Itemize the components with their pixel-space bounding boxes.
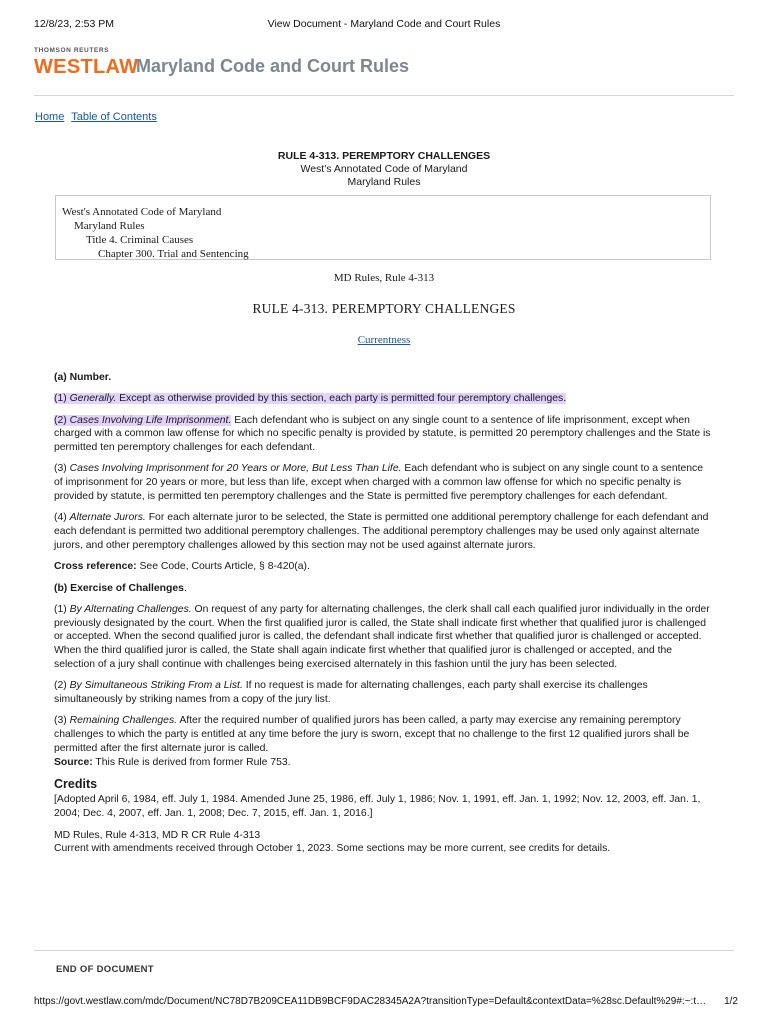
paragraph-b3 xyxy=(54,714,714,755)
rule-body xyxy=(54,371,714,864)
para-number: (2) xyxy=(54,414,70,426)
paragraph-a3 xyxy=(54,462,714,503)
para-title: By Alternating Challenges. xyxy=(69,603,192,615)
breadcrumb-item: Title 4. Criminal Causes xyxy=(86,234,194,246)
westlaw-header xyxy=(34,47,734,96)
table-of-contents-link[interactable]: Table of Contents xyxy=(71,111,157,123)
para-number: (3) xyxy=(54,715,70,727)
top-nav xyxy=(35,111,161,123)
currentness-link[interactable]: Currentness xyxy=(357,334,411,346)
cross-reference-text: See Code, Courts Article, § 8-420(a). xyxy=(136,561,310,573)
rule-title: RULE 4-313. PEREMPTORY CHALLENGES xyxy=(252,301,516,316)
para-title: Generally. xyxy=(69,393,117,405)
print-datetime: 12/8/23, 2:53 PM xyxy=(34,18,114,30)
divider xyxy=(34,950,734,951)
paragraph-a4 xyxy=(54,511,714,552)
para-number: (1) xyxy=(54,603,70,615)
para-text: Except as otherwise provided by this section, each party is permitted four peremptory challenges. xyxy=(116,393,567,405)
highlight xyxy=(54,393,566,404)
para-title: Cases Involving Life Imprisonment. xyxy=(69,414,232,426)
source-label: Source: xyxy=(54,756,93,768)
document-title: RULE 4-313. PEREMPTORY CHALLENGES xyxy=(277,150,491,162)
highlight xyxy=(54,415,231,426)
breadcrumb-item: Maryland Rules xyxy=(74,220,145,232)
para-text: Each defendant who is subject on any single count to a sentence of life imprisonment, except when charged with a common law offense for which no specific penalty is provided by statute, is permitted 20 peremptory challenges and the State is permitted ten peremptory challenges for each defendant. xyxy=(54,414,711,454)
para-number: (1) xyxy=(54,393,70,405)
rule-citation: MD Rules, Rule 4-313 xyxy=(333,272,435,284)
heading-period: . xyxy=(183,582,187,594)
para-text: For each alternate juror to be selected, the State is permitted one additional peremptory challenge for each defendant and each defendant is permitted two additional peremptory challenges. The additional peremptory challenges may be used only against alternate jurors, and other peremptory challenges allowed by this section may not be used against alternate jurors. xyxy=(54,512,709,551)
print-url: https://govt.westlaw.com/mdc/Document/NC78D7B209CEA11DB9BCF9DAC28345A2A?transitionType=Default&contextData=%28sc.Default%29#:~:t… xyxy=(34,996,707,1007)
end-of-document: END OF DOCUMENT xyxy=(56,964,154,975)
section-heading xyxy=(54,371,714,385)
para-title: Remaining Challenges. xyxy=(69,715,178,727)
credits-heading: Credits xyxy=(54,776,98,791)
section-heading xyxy=(54,582,714,596)
source-note xyxy=(54,756,714,770)
cross-reference xyxy=(54,560,714,574)
para-title: Cases Involving Imprisonment for 20 Years or More, But Less Than Life. xyxy=(69,463,402,475)
currency-line: Current with amendments received through October 1, 2023. Some sections may be more current, see credits for details. xyxy=(54,843,611,855)
credits-text: [Adopted April 6, 1984, eff. July 1, 1984. Amended June 25, 1986, eff. July 1, 1986; Nov. 1, 1991, eff. Jan. 1, 1992; Nov. 12, 2003, eff. Jan. 1, 2004; Dec. 4, 2007, eff. Jan. 1, 2008; Dec. 7, 2015, eff. Jan. 1, 2016.] xyxy=(54,794,701,820)
thomson-reuters-logo: THOMSON REUTERS xyxy=(34,47,110,54)
westlaw-logo[interactable]: WESTLAW xyxy=(34,56,139,78)
print-page-title: View Document - Maryland Code and Court Rules xyxy=(267,18,501,30)
currentness xyxy=(0,334,768,346)
para-title: By Simultaneous Striking From a List. xyxy=(69,680,243,692)
section-b-heading: (b) Exercise of Challenges xyxy=(54,582,184,594)
breadcrumb-item: Chapter 300. Trial and Sentencing xyxy=(98,248,249,260)
cross-reference-label: Cross reference: xyxy=(54,561,137,573)
para-text: Each defendant who is subject on any single count to a sentence of imprisonment for 20 years or more, but less than life, except when charged with a common law offense for which no specific penalty is provided by statute, is permitted ten peremptory challenges and the State is permitted five peremptory challenges for each defendant. xyxy=(54,463,704,503)
breadcrumb-item: West's Annotated Code of Maryland xyxy=(62,206,222,218)
para-text: On request of any party for alternating challenges, the clerk shall call each qualified juror individually in the order previously designated by the court. When the first qualified juror is called, the State shall indicate first whether that qualified juror is challenged or accepted. When the second qualified juror is called, the defendant shall indicate first whether that qualified juror is challenged or accepted. When the third qualified juror is called, the State shall again indicate first whether that qualified juror is challenged or accepted, and the selection of a jury shall continue with challenges being exercised alternately in this fashion until the jury has been selected. xyxy=(54,603,710,671)
paragraph-b2 xyxy=(54,679,714,707)
breadcrumb xyxy=(55,195,711,260)
para-text: If no request is made for alternating challenges, each party shall exercise its challenges simultaneously by striking names from a copy of the jury list. xyxy=(54,680,648,706)
source-text: This Rule is derived from former Rule 753. xyxy=(92,756,291,768)
section-a-heading: (a) Number. xyxy=(54,372,112,383)
para-text: After the required number of qualified jurors has been called, a party may exercise any remaining peremptory challenges to which the party is entitled at any time before the jury is sworn, except that no challenge to the first 12 qualified jurors shall be permitted after the first alternate juror is called. xyxy=(54,715,690,755)
document-header xyxy=(0,150,768,189)
product-name: Maryland Code and Court Rules xyxy=(136,56,410,76)
paragraph-a2 xyxy=(54,414,714,455)
para-number: (4) xyxy=(54,512,70,524)
paragraph-b1 xyxy=(54,603,714,672)
document-subtitle: Maryland Rules xyxy=(347,176,421,188)
document-subtitle: West's Annotated Code of Maryland xyxy=(300,163,468,175)
home-link[interactable]: Home xyxy=(35,111,65,123)
para-number: (3) xyxy=(54,463,70,475)
citation-line: MD Rules, Rule 4-313, MD R CR Rule 4-313 xyxy=(54,829,261,841)
para-title: Alternate Jurors. xyxy=(69,512,146,524)
para-number: (2) xyxy=(54,680,70,692)
paragraph-a1 xyxy=(54,392,714,406)
page-number: 1/2 xyxy=(724,996,738,1007)
